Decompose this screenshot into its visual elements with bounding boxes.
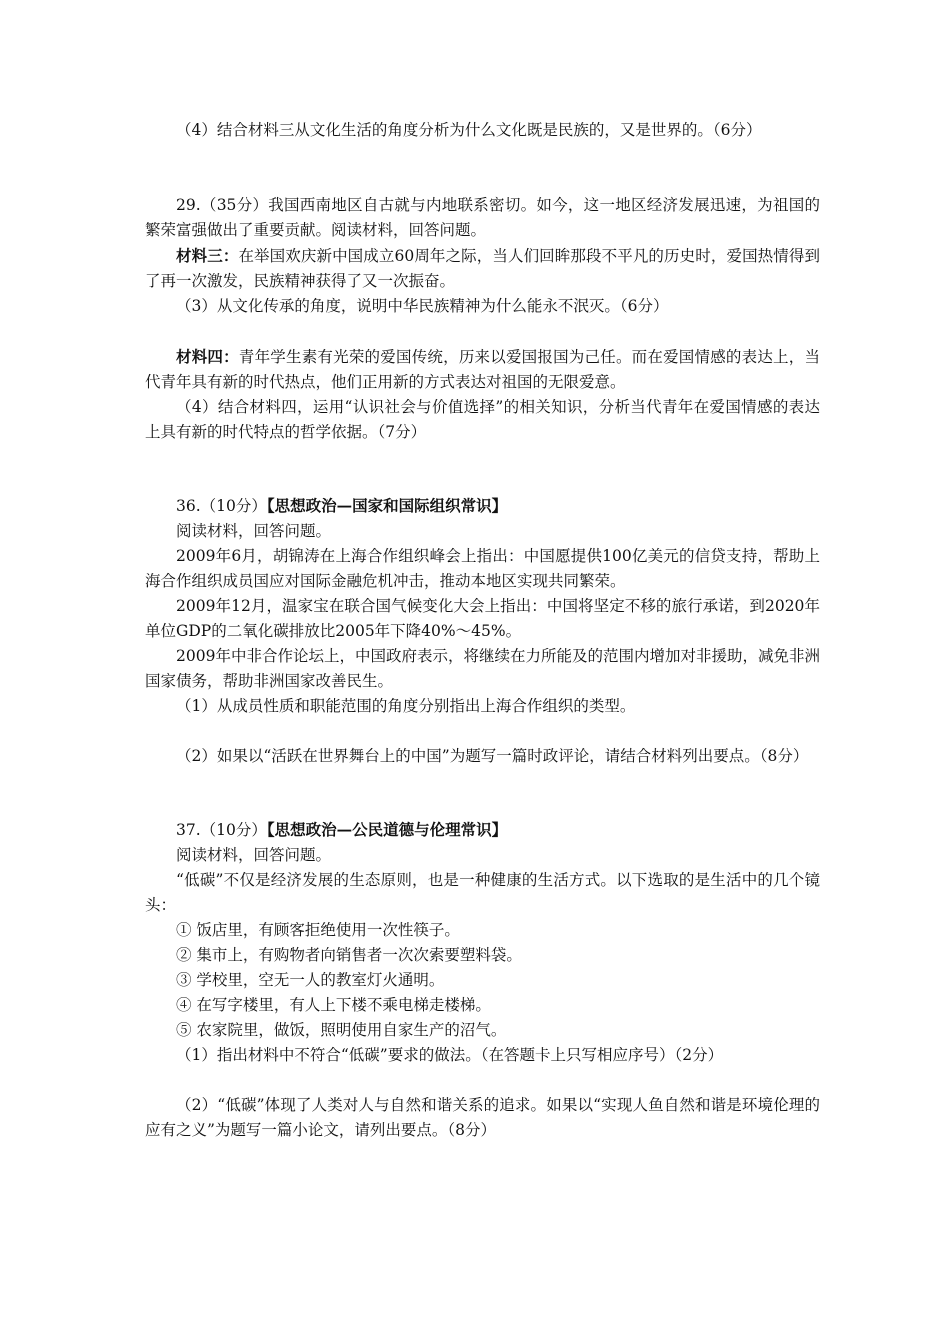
- q29-intro: 29.（35分）我国西南地区自古就与内地联系密切。如今，这一地区经济发展迅速，为祖国的繁荣富强做出了重要贡献。阅读材料，回答问题。: [145, 196, 820, 239]
- q29-part3-question: （3）从文化传承的角度，说明中华民族精神为什么能永不泯灭。（6分）: [176, 297, 669, 315]
- spacer: [145, 143, 820, 193]
- q29-material4: [145, 344, 820, 395]
- q36-part1-question: （1）从成员性质和职能范围的角度分别指出上海合作组织的类型。: [176, 697, 636, 715]
- material3-label: 材料三：: [176, 246, 239, 265]
- material3-text: 在举国欢庆新中国成立60周年之际，当人们回眸那段不平凡的历史时，爱国热情得到了再一次激发，民族精神获得了又一次振奋。: [145, 247, 820, 290]
- spacer: [145, 719, 820, 744]
- q29-material3: [145, 243, 820, 294]
- q36-material-para2: 2009年12月，温家宝在联合国气候变化大会上指出：中国将坚定不移的旅行承诺，到2020年单位GDP的二氧化碳排放比2005年下降40%～45%。: [145, 597, 820, 640]
- spacer: [145, 445, 820, 493]
- q37-number: 37.（10分）: [176, 821, 267, 839]
- material4-label: 材料四：: [176, 347, 239, 366]
- q36-instruction: 阅读材料，回答问题。: [176, 522, 332, 540]
- q36-title: 【思想政治—国家和国际组织常识】: [266, 496, 508, 515]
- q36-number: 36.（10分）: [176, 497, 267, 515]
- exam-page: [145, 118, 820, 1143]
- q37-item: ② 集市上，有购物者向销售者一次次索要塑料袋。: [176, 946, 522, 964]
- q36-material-para1: 2009年6月，胡锦涛在上海合作组织峰会上指出：中国愿提供100亿美元的信贷支持，帮助上海合作组织成员国应对国际金融危机冲击，推动本地区实现共同繁荣。: [145, 547, 820, 590]
- material4-text: 青年学生素有光荣的爱国传统，历来以爱国报国为己任。而在爱国情感的表达上，当代青年具有新的时代热点，他们正用新的方式表达对祖国的无限爱意。: [145, 348, 820, 391]
- spacer: [145, 319, 820, 344]
- q37-instruction: 阅读材料，回答问题。: [176, 846, 332, 864]
- q37-item: ⑤ 农家院里，做饭，照明使用自家生产的沼气。: [176, 1021, 507, 1039]
- spacer: [145, 1068, 820, 1093]
- q36-part2-question: （2）如果以“活跃在世界舞台上的中国”为题写一篇时政评论，请结合材料列出要点。（8分）: [176, 747, 809, 765]
- q29-part4-question: （4）结合材料四，运用“认识社会与价值选择”的相关知识，分析当代青年在爱国情感的表达上具有新的时代特点的哲学依据。（7分）: [145, 398, 820, 441]
- q37-item: ③ 学校里，空无一人的教室灯火通明。: [176, 971, 445, 989]
- spacer: [145, 769, 820, 817]
- q37-item: ④ 在写字楼里，有人上下楼不乘电梯走楼梯。: [176, 996, 491, 1014]
- q37-part2-question: （2）“低碳”体现了人类对人与自然和谐关系的追求。如果以“实现人鱼自然和谐是环境伦理的应有之义”为题写一篇小论文，请列出要点。（8分）: [145, 1096, 820, 1139]
- q37-item: ① 饭店里，有顾客拒绝使用一次性筷子。: [176, 921, 460, 939]
- q36-heading: [145, 493, 820, 519]
- q37-title: 【思想政治—公民道德与伦理常识】: [266, 820, 508, 839]
- q37-heading: [145, 817, 820, 843]
- q37-part1-question: （1）指出材料中不符合“低碳”要求的做法。（在答题卡上只写相应序号）（2分）: [176, 1046, 724, 1064]
- q37-intro: “低碳”不仅是经济发展的生态原则，也是一种健康的生活方式。以下选取的是生活中的几个镜头：: [145, 871, 820, 914]
- q36-material-para3: 2009年中非合作论坛上，中国政府表示，将继续在力所能及的范围内增加对非援助，减免非洲国家债务，帮助非洲国家改善民生。: [145, 647, 820, 690]
- q28-part4-question: （4）结合材料三从文化生活的角度分析为什么文化既是民族的，又是世界的。（6分）: [176, 121, 762, 139]
